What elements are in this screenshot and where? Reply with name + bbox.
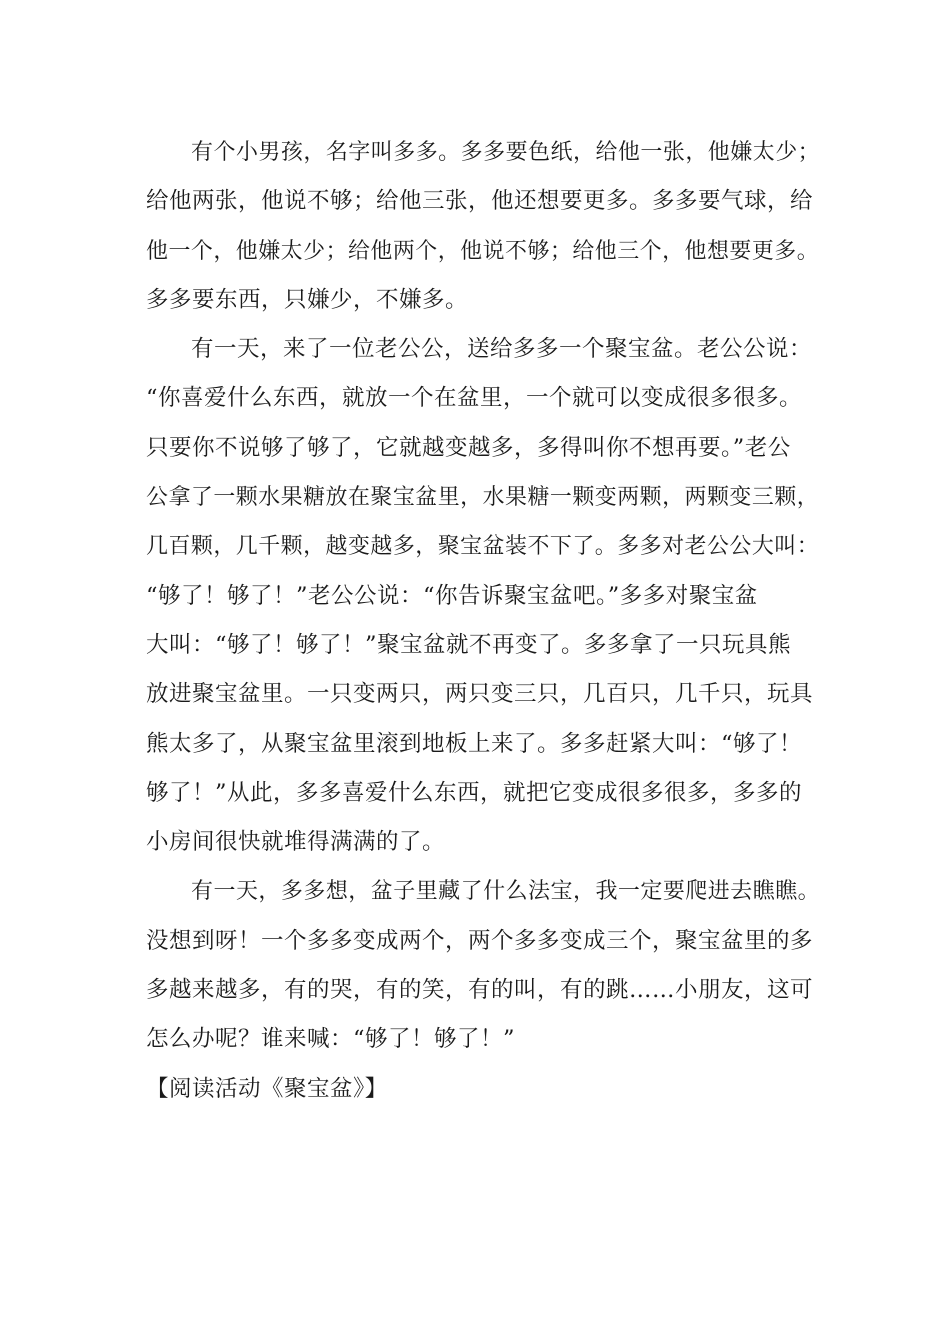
text-line: 多多要东西，只嫌少，不嫌多。 <box>146 286 469 313</box>
text-line: 几百颗，几千颗，越变越多，聚宝盆装不下了。多多对老公公大叫： <box>146 534 820 560</box>
text-line: 放进聚宝盆里。一只变两只，两只变三只，几百只，几千只，玩具 <box>146 681 814 708</box>
text-line: 有一天，来了一位老公公，送给多多一个聚宝盆。老公公说： <box>191 336 813 363</box>
text-line: 怎么办呢？谁来喊：“够了！够了！” <box>146 1026 516 1053</box>
text-line: 小房间很快就堆得满满的了。 <box>146 829 446 856</box>
text-line: 只要你不说够了够了，它就越变越多，多得叫你不想再要。”老公 <box>146 434 791 461</box>
text-line: 够了！”从此，多多喜爱什么东西，就把它变成很多很多，多多的 <box>146 779 803 806</box>
text-line: “你喜爱什么东西，就放一个在盆里，一个就可以变成很多很多。 <box>146 385 803 412</box>
text-line: 他一个，他嫌太少；给他两个，他说不够；给他三个，他想要更多。 <box>146 238 820 264</box>
text-line: 给他两张，他说不够；给他三张，他还想要更多。多多要气球，给 <box>146 188 814 215</box>
text-line: 公拿了一颗水果糖放在聚宝盆里，水果糖一颗变两颗，两颗变三颗， <box>146 485 820 511</box>
text-line: 有一天，多多想，盆子里藏了什么法宝，我一定要爬进去瞧瞧。 <box>191 879 821 905</box>
text-line: 多越来越多，有的哭，有的笑，有的叫，有的跳……小朋友，这可 <box>146 977 814 1004</box>
text-line: “够了！够了！”老公公说：“你告诉聚宝盆吧。”多多对聚宝盆 <box>146 582 758 609</box>
text-line: 没想到呀！一个多多变成两个，两个多多变成三个，聚宝盆里的多 <box>146 927 814 954</box>
section-heading: 【阅读活动《聚宝盆》】 <box>146 1075 388 1102</box>
text-line: 有个小男孩，名字叫多多。多多要色纸，给他一张，他嫌太少； <box>191 140 821 165</box>
story-text <box>146 128 826 1114</box>
text-line: 大叫：“够了！够了！”聚宝盆就不再变了。多多拿了一只玩具熊 <box>146 631 792 658</box>
text-line: 熊太多了，从聚宝盆里滚到地板上来了。多多赶紧大叫：“够了！ <box>146 730 803 757</box>
